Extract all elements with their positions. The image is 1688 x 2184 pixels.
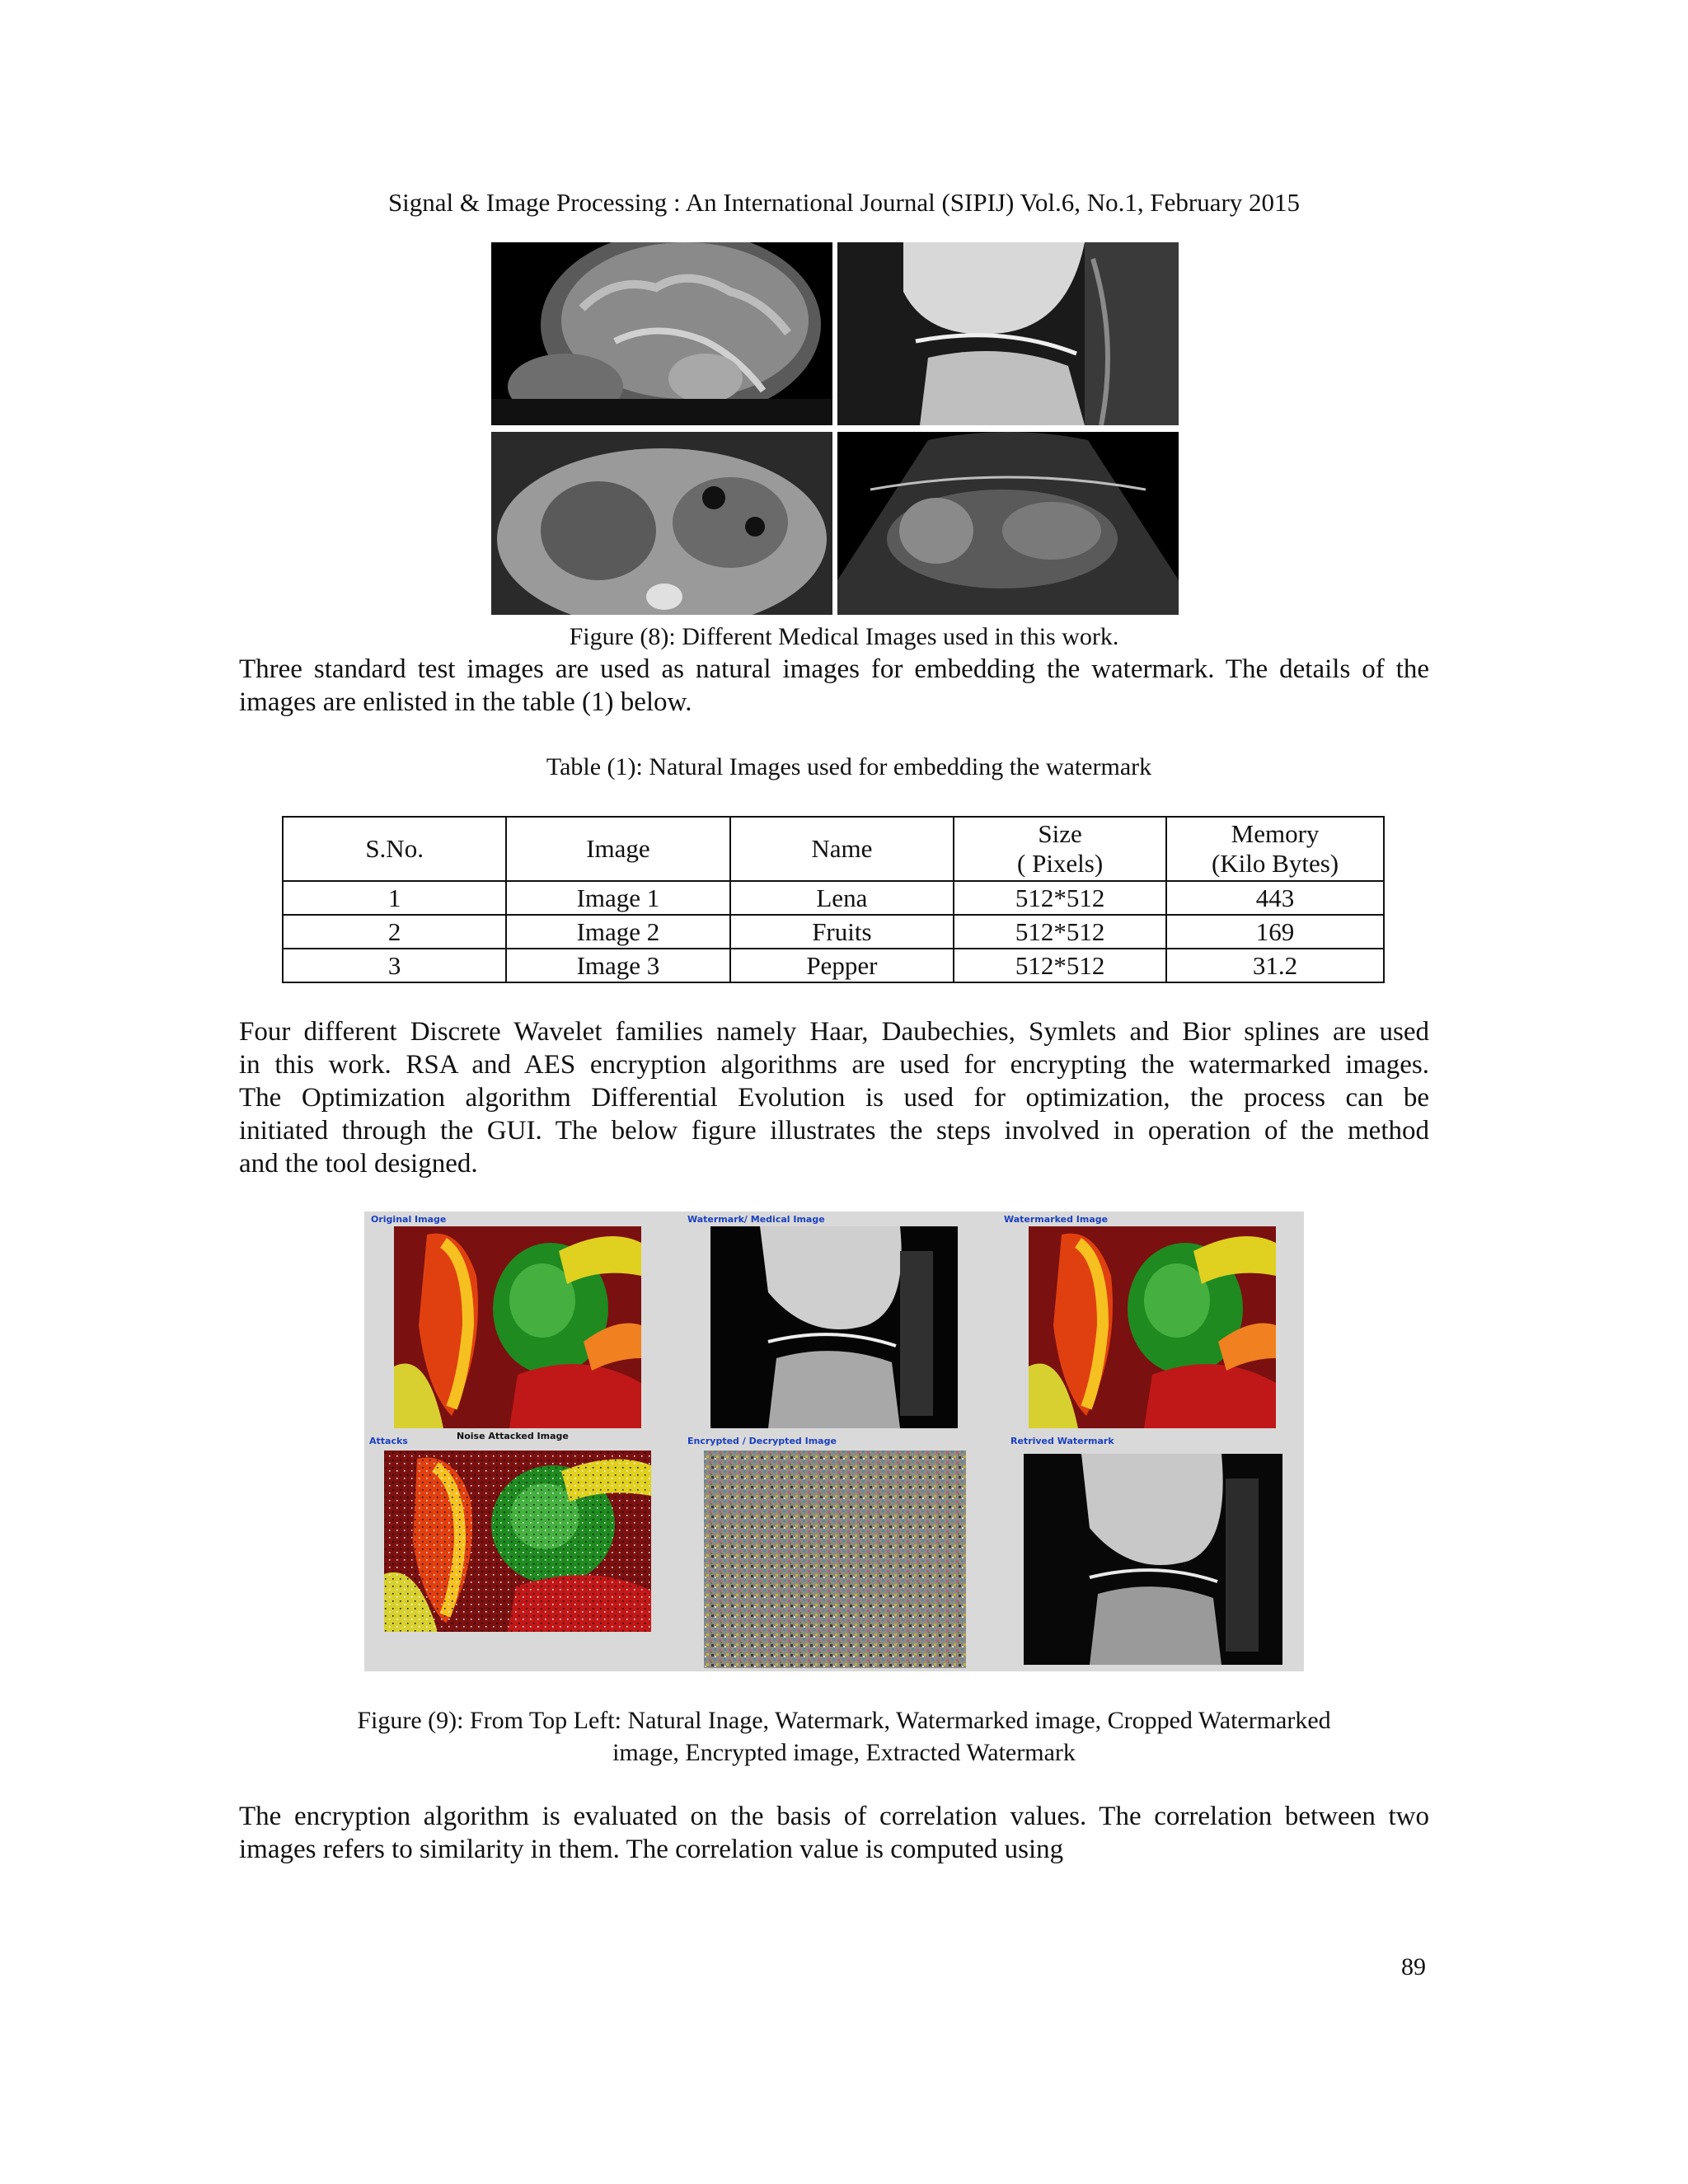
label-watermark-image: Watermark/ Medical Image	[687, 1214, 825, 1225]
cell-name: Pepper	[730, 949, 954, 982]
cell-sno: 1	[283, 881, 506, 915]
table-row	[283, 915, 1384, 949]
paragraph-line: images are enlisted in the table (1) below.	[239, 687, 692, 717]
mri-knee-image	[837, 242, 1179, 425]
label-watermarked-image: Watermarked Image	[1004, 1214, 1109, 1225]
cell-memory: 443	[1166, 881, 1384, 915]
running-header: Signal & Image Processing : An International Journal (SIPIJ) Vol.6, No.1, February 2015	[387, 188, 1301, 217]
header-memory	[1166, 817, 1384, 881]
header-image: Image	[506, 817, 729, 881]
cell-size: 512*512	[954, 949, 1166, 982]
cell-size: 512*512	[954, 881, 1166, 915]
natural-images-table	[282, 816, 1385, 983]
paragraph-line: images refers to similarity in them. The correlation value is computed using	[239, 1835, 1064, 1864]
figure-8-medical-images	[491, 242, 1179, 616]
ct-chest-image	[491, 432, 832, 615]
table-row	[283, 949, 1384, 982]
paragraph-line: in this work. RSA and AES encryption algorithms are used for encrypting the watermarked images.	[239, 1050, 1429, 1080]
cell-image: Image 2	[506, 915, 729, 949]
knee-retrieved-watermark-image	[1024, 1454, 1282, 1665]
page-number: 89	[1401, 1953, 1426, 1980]
cell-name: Lena	[730, 881, 954, 915]
pepper-original-image	[394, 1226, 641, 1428]
paragraph-line: Three standard test images are used as natural images for embedding the watermark. The details of the	[239, 654, 1429, 684]
label-attacks: Attacks	[369, 1436, 408, 1446]
cell-size: 512*512	[954, 915, 1166, 949]
label-retrieved-watermark: Retrived Watermark	[1010, 1436, 1114, 1446]
cell-image: Image 3	[506, 949, 729, 982]
encrypted-noise-image	[704, 1451, 966, 1668]
paragraph-line: and the tool designed.	[239, 1149, 478, 1179]
header-name: Name	[730, 817, 954, 881]
paragraph-methods	[239, 1015, 1429, 1180]
table-row	[283, 881, 1384, 915]
paragraph-line: The encryption algorithm is evaluated on the basis of correlation values. The correlation between two	[239, 1802, 1429, 1831]
knee-watermark-image	[710, 1226, 958, 1428]
cell-sno: 2	[283, 915, 506, 949]
label-noise-attacked-image: Noise Attacked Image	[457, 1431, 569, 1441]
figure-8-caption: Figure (8): Different Medical Images used in this work.	[569, 623, 1119, 650]
figure-9-caption-line: image, Encrypted image, Extracted Watermark	[612, 1739, 1076, 1766]
header-size-line1: Size	[1038, 819, 1082, 848]
label-original-image: Original Image	[371, 1214, 447, 1225]
paragraph-correlation	[239, 1800, 1429, 1866]
label-encrypted-image: Encrypted / Decrypted Image	[687, 1436, 837, 1446]
cell-memory: 31.2	[1166, 949, 1384, 982]
pepper-noise-attacked-image	[384, 1451, 651, 1632]
cell-sno: 3	[283, 949, 506, 982]
header-size	[954, 817, 1166, 881]
header-memory-line1: Memory	[1231, 819, 1320, 848]
paragraph-line: Four different Discrete Wavelet families namely Haar, Daubechies, Symlets and Bior splines are used	[239, 1017, 1429, 1047]
figure-9-caption-line: Figure (9): From Top Left: Natural Inage, Watermark, Watermarked image, Cropped Watermarked	[357, 1707, 1331, 1734]
pepper-watermarked-image	[1029, 1226, 1276, 1428]
paragraph-line: The Optimization algorithm Differential Evolution is used for optimization, the process can be	[239, 1083, 1429, 1113]
paragraph-line: initiated through the GUI. The below figure illustrates the steps involved in operation of the method	[239, 1116, 1429, 1146]
cell-image: Image 1	[506, 881, 729, 915]
header-memory-line2: (Kilo Bytes)	[1211, 849, 1339, 878]
ultrasound-image	[837, 432, 1179, 615]
paragraph-natural-images	[239, 653, 1429, 719]
table-1-caption: Table (1): Natural Images used for embedding the watermark	[546, 753, 1152, 780]
mri-brain-image	[491, 242, 832, 425]
cell-name: Fruits	[730, 915, 954, 949]
figure-9-gui-screenshot	[364, 1212, 1304, 1671]
table-header-row	[283, 817, 1384, 881]
cell-memory: 169	[1166, 915, 1384, 949]
header-size-line2: ( Pixels)	[1017, 849, 1104, 878]
figure-9-caption	[0, 1704, 1688, 1769]
header-sno: S.No.	[283, 817, 506, 881]
